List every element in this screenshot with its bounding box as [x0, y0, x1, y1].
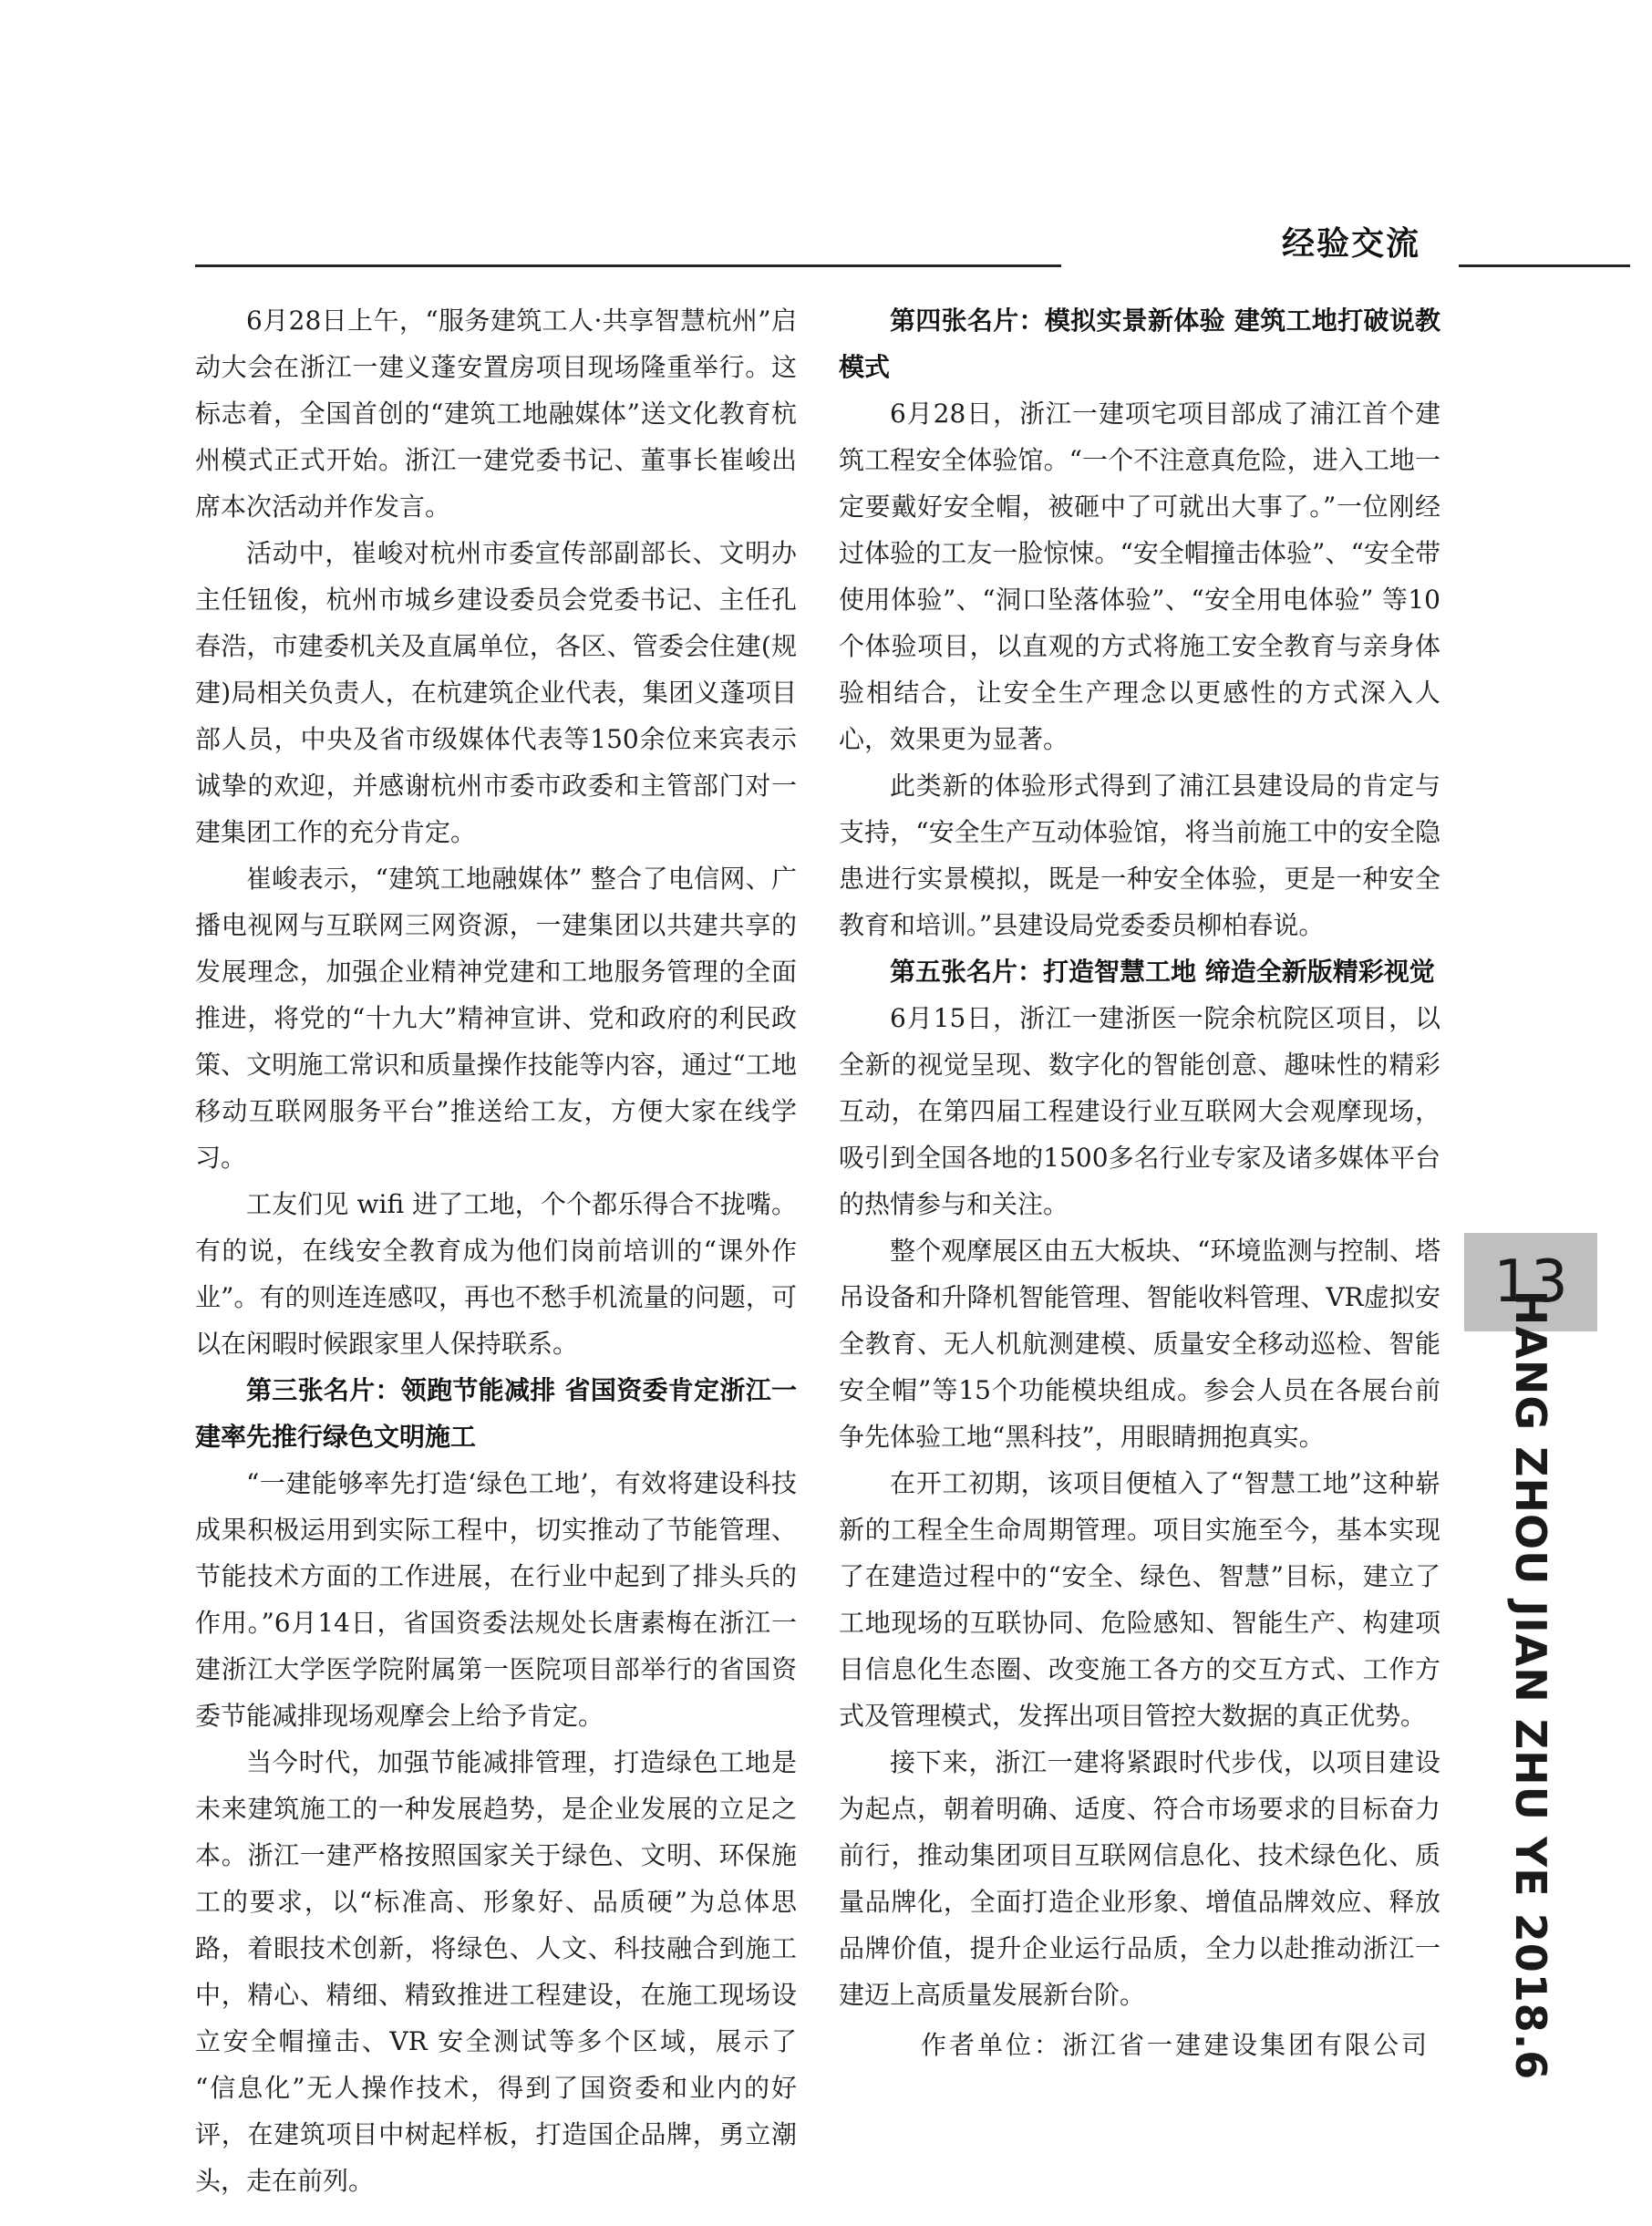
journal-mark-text: HANG ZHOU JIAN ZHU YE 2018.6 [1506, 1289, 1555, 2081]
paragraph-smart-site-visual: 6月15日，浙江一建浙医一院余杭院区项目，以全新的视觉呈现、数字化的智能创意、趣味性的精彩互动，在第四届工程建设行业互联网大会观摩现场，吸引到全国各地的1500多名行业专家及诸多媒体平台的热情参与和关注。 [839, 1003, 1440, 1219]
right-column [839, 297, 1440, 2068]
paragraph-welcome-guests: 活动中，崔峻对杭州市委宣传部副部长、文明办主任钮俊，杭州市城乡建设委员会党委书记、主任孔春浩，市建委机关及直属单位，各区、管委会住建(规建)局相关负责人，在杭建筑企业代表，集团义蓬项目部人员，中央及省市级媒体代表等150余位来宾表示诚挚的欢迎，并感谢杭州市委市政委和主管部门对一建集团工作的充分肯定。 [195, 538, 797, 847]
header-rule-left [195, 264, 1061, 267]
paragraph-safety-experience-hall: 6月28日，浙江一建项宅项目部成了浦江首个建筑工程安全体验馆。“一个不注意真危险，进入工地一定要戴好安全帽，被砸中了可就出大事了。”一位刚经过体验的工友一脸惊悚。“安全帽撞击体验”、“安全带使用体验”、“洞口坠落体验”、“安全用电体验” 等10个体验项目，以直观的方式将施工安全教育与亲身体验相结合，让安全生产理念以更感性的方式深入人心，效果更为显著。 [839, 399, 1440, 754]
paragraph-bureau-support: 此类新的体验形式得到了浦江县建设局的肯定与支持，“安全生产互动体验馆，将当前施工中的安全隐患进行实景模拟，既是一种安全体验，更是一种安全教育和培训。”县建设局党委委员柳柏春说。 [839, 771, 1440, 940]
section-header [195, 217, 1448, 272]
paragraph-launch-event: 6月28日上午，“服务建筑工人·共享智慧杭州”启动大会在浙江一建义蓬安置房项目现场隆重举行。这标志着，全国首创的“建筑工地融媒体”送文化教育杭州模式正式开始。浙江一建党委书记、董事长崔峻出席本次活动并作发言。 [195, 305, 797, 522]
paragraph-media-platform: 崔峻表示，“建筑工地融媒体” 整合了电信网、广播电视网与互联网三网资源，一建集团以共建共享的发展理念，加强企业精神党建和工地服务管理的全面推进，将党的“十九大”精神宣讲、党和政府的利民政策、文明施工常识和质量操作技能等内容，通过“工地移动互联网服务平台”推送给工友，方便大家在线学习。 [195, 864, 797, 1173]
paragraph-exhibition-modules: 整个观摩展区由五大板块、“环境监测与控制、塔吊设备和升降机智能管理、智能收料管理、VR虚拟安全教育、无人机航测建模、质量安全移动巡检、智能安全帽”等15个功能模块组成。参会人员在各展台前争先体验工地“黑科技”，用眼睛拥抱真实。 [839, 1236, 1440, 1452]
paragraph-future-outlook: 接下来，浙江一建将紧跟时代步伐，以项目建设为起点，朝着明确、适度、符合市场要求的目标奋力前行，推动集团项目互联网信息化、技术绿色化、质量品牌化，全面打造企业形象、增值品牌效应、释放品牌价值，提升企业运行品质，全力以赴推动浙江一建迈上高质量发展新台阶。 [839, 1747, 1440, 2010]
journal-mark [1455, 1289, 1606, 2081]
page-number: 13 [1493, 1248, 1568, 1316]
left-column [195, 297, 797, 2204]
heading-fifth-card: 第五张名片：打造智慧工地 缔造全新版精彩视觉 [890, 957, 1435, 987]
paragraph-lifecycle-management: 在开工初期，该项目便植入了“智慧工地”这种崭新的工程全生命周期管理。项目实施至今，基本实现了在建造过程中的“安全、绿色、智慧”目标，建立了工地现场的互联协同、危险感知、智能生产、构建项目信息化生态圈、改变施工各方的交互方式、工作方式及管理模式，发挥出项目管控大数据的真正优势。 [839, 1468, 1440, 1731]
heading-third-card: 第三张名片：领跑节能减排 省国资委肯定浙江一建率先推行绿色文明施工 [195, 1375, 797, 1452]
author-affiliation: 作者单位：浙江省一建建设集团有限公司 [920, 2030, 1430, 2060]
paragraph-wifi-workers: 工友们见 wifi 进了工地，个个都乐得合不拢嘴。有的说，在线安全教育成为他们岗前培训的“课外作业”。有的则连连感叹，再也不愁手机流量的问题，可以在闲暇时候跟家里人保持联系。 [195, 1189, 797, 1359]
paragraph-green-site-praise: “一建能够率先打造‘绿色工地’，有效将建设科技成果积极运用到实际工程中，切实推动了节能管理、节能技术方面的工作进展，在行业中起到了排头兵的作用。”6月14日，省国资委法规处长唐素梅在浙江一建浙江大学医学院附属第一医院项目部举行的省国资委节能减排现场观摩会上给予肯定。 [195, 1468, 797, 1731]
paragraph-energy-saving: 当今时代，加强节能减排管理，打造绿色工地是未来建筑施工的一种发展趋势，是企业发展的立足之本。浙江一建严格按照国家关于绿色、文明、环保施工的要求，以“标准高、形象好、品质硬”为总体思路，着眼技术创新，将绿色、人文、科技融合到施工中，精心、精细、精致推进工程建设，在施工现场设立安全帽撞击、VR 安全测试等多个区域，展示了 “信息化”无人操作技术，得到了国资委和业内的好评，在建筑项目中树起样板，打造国企品牌，勇立潮头，走在前列。 [195, 1747, 797, 2196]
header-rule-right [1459, 264, 1630, 267]
heading-fourth-card: 第四张名片：模拟实景新体验 建筑工地打破说教模式 [839, 305, 1440, 382]
section-title: 经验交流 [1281, 225, 1420, 263]
